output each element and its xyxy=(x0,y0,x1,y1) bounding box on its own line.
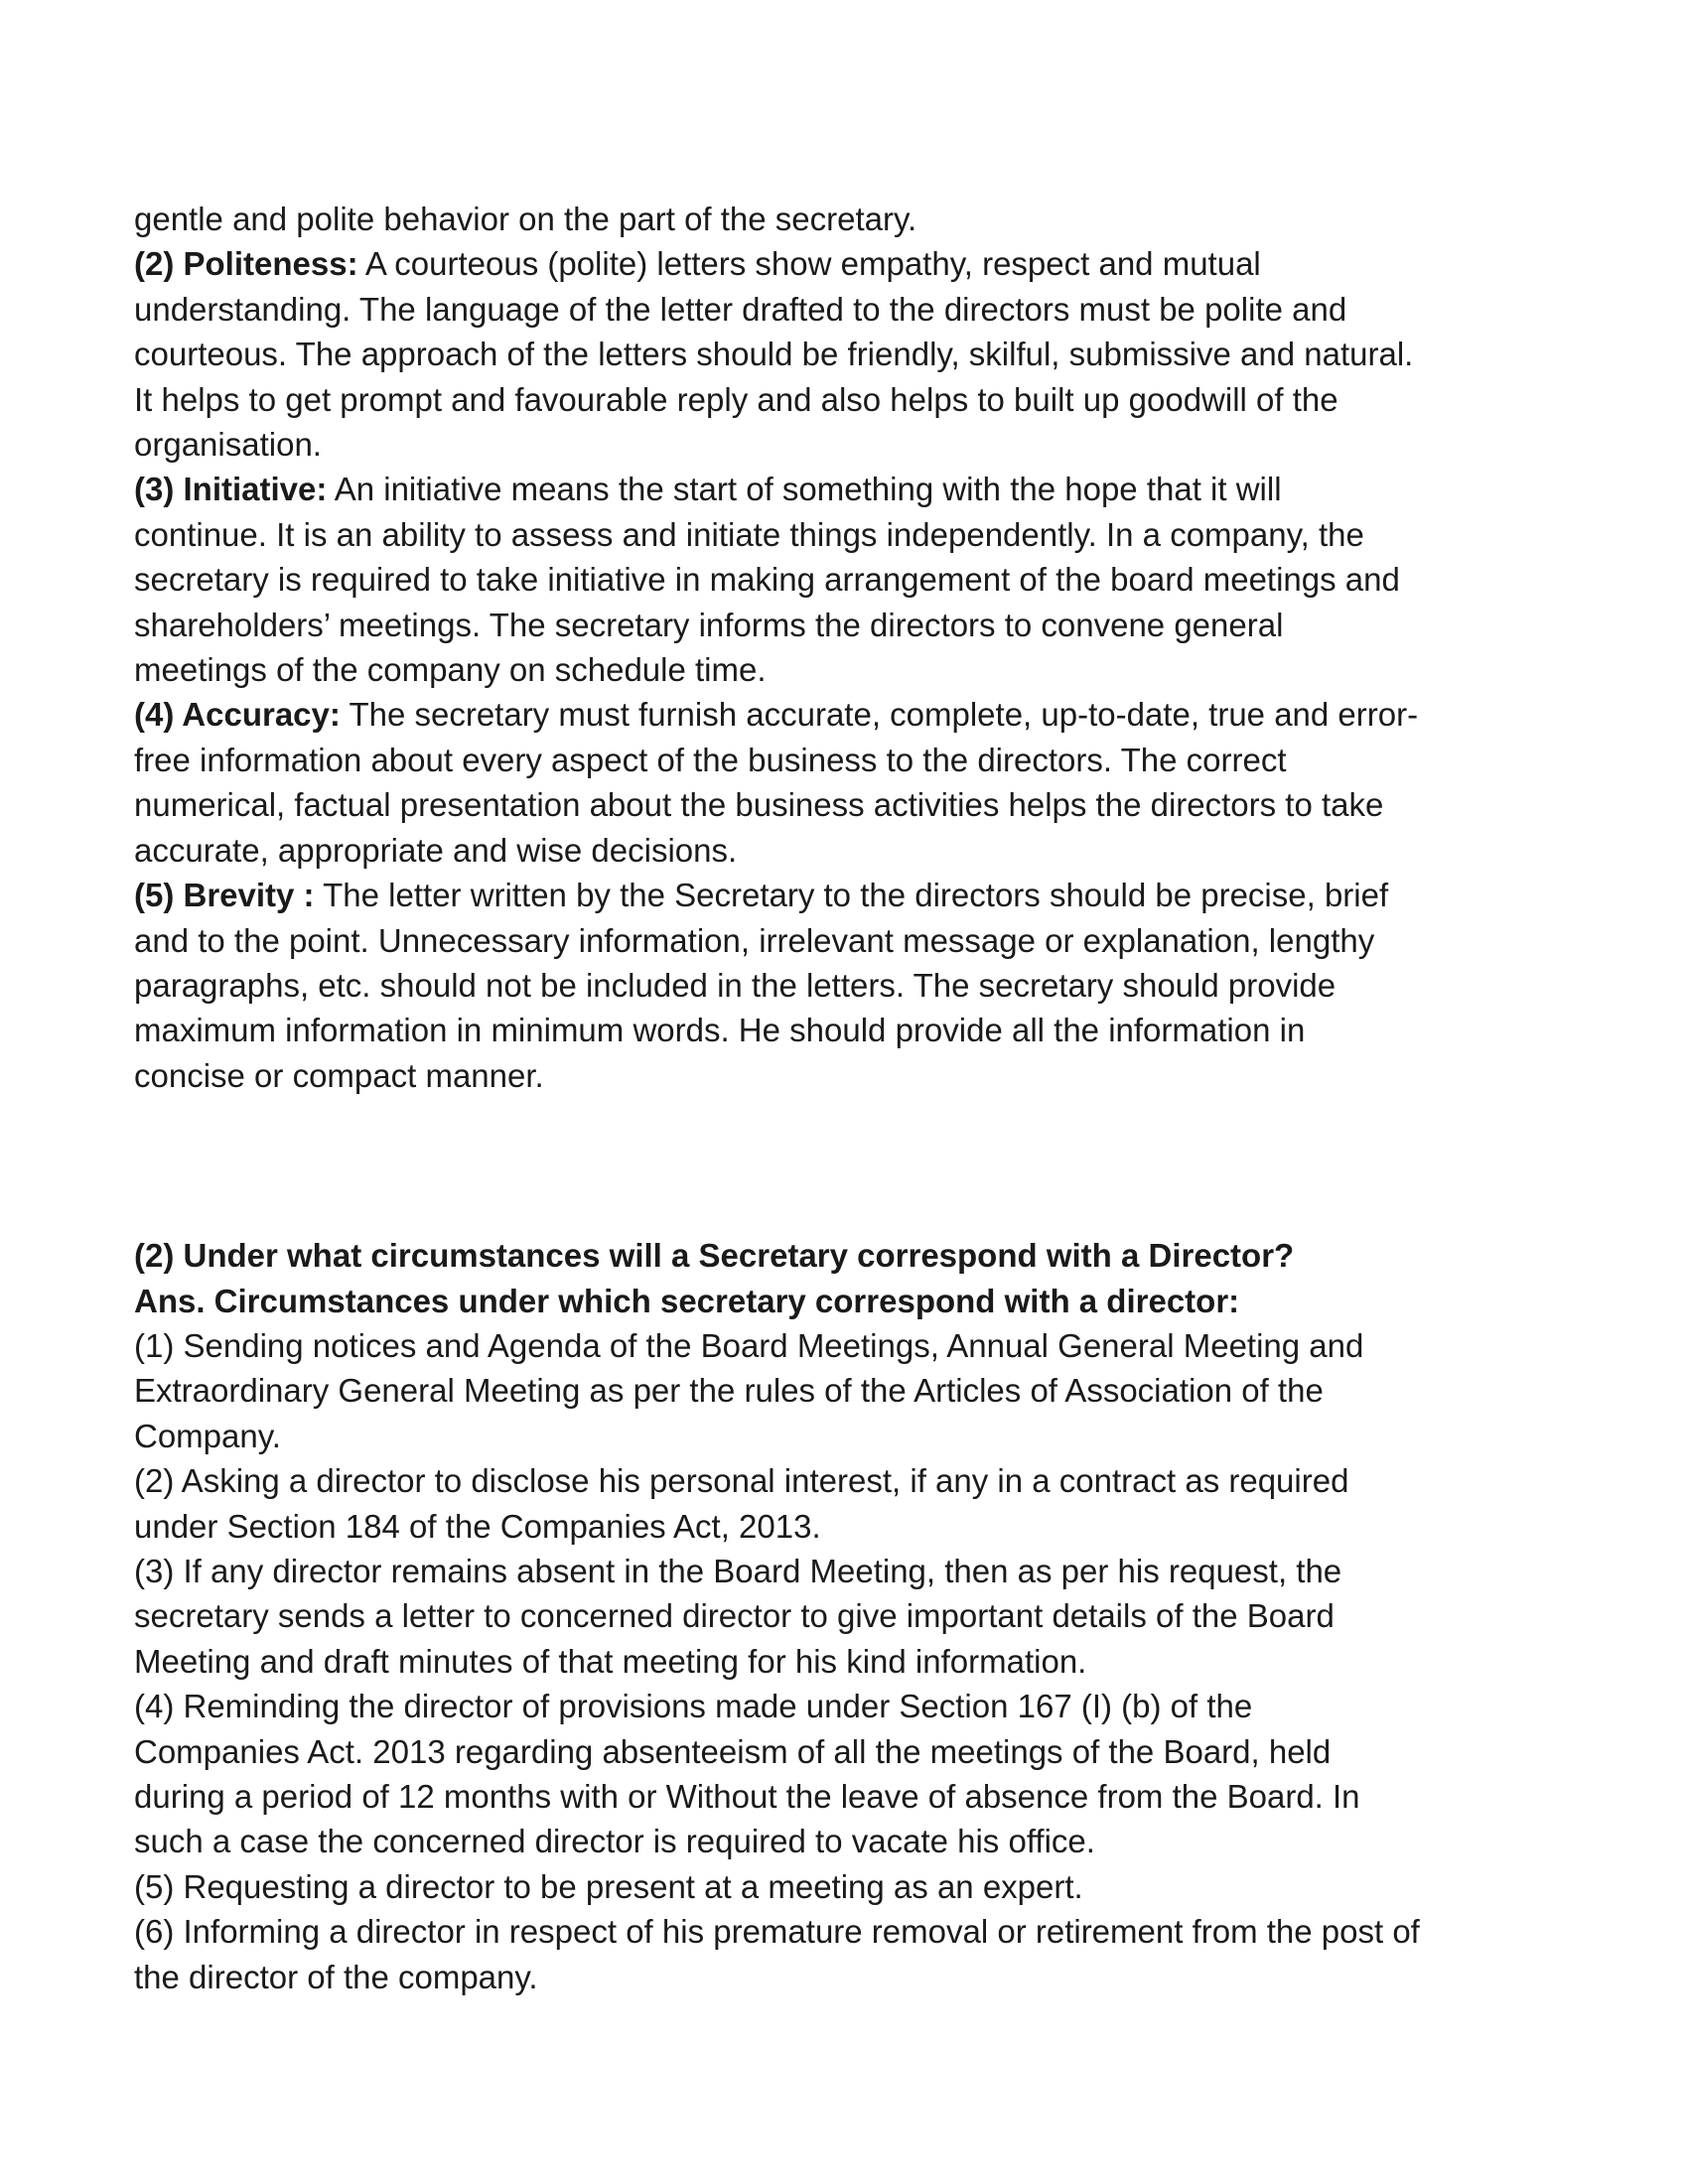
point-text: A courteous (polite) letters show empathy, respect and mutual xyxy=(357,245,1261,283)
point-heading: (4) Accuracy: xyxy=(134,696,341,734)
answer-text: (5) Requesting a director to be present at a meeting as an expert. xyxy=(134,1867,1083,1905)
point-text: concise or compact manner. xyxy=(134,1056,544,1094)
point-text: accurate, appropriate and wise decisions. xyxy=(134,831,738,869)
document-page xyxy=(134,197,1564,1999)
point-text: The secretary must furnish accurate, complete, up-to-date, true and error- xyxy=(340,696,1419,734)
answer-item-5 xyxy=(134,1864,1564,1909)
point-text: continue. It is an ability to assess and initiate things independently. In a company, the xyxy=(134,515,1364,553)
point-text: An initiative means the start of something with the hope that it will xyxy=(327,471,1282,508)
answer-text: Meeting and draft minutes of that meeting for his kind information. xyxy=(134,1642,1087,1680)
point-text: free information about every aspect of the business to the directors. The correct xyxy=(134,741,1287,778)
point-accuracy xyxy=(134,692,1564,873)
answer-text: Extraordinary General Meeting as per the rules of the Articles of Association of the xyxy=(134,1372,1324,1410)
answer-item-4 xyxy=(134,1684,1564,1864)
answer-text: (1) Sending notices and Agenda of the Board Meetings, Annual General Meeting and xyxy=(134,1326,1364,1364)
answer-text: (2) Asking a director to disclose his personal interest, if any in a contract as required xyxy=(134,1462,1349,1500)
intro-tail: gentle and polite behavior on the part of the secretary. xyxy=(134,201,917,237)
answer-item-6 xyxy=(134,1909,1564,1999)
answer-item-3 xyxy=(134,1549,1564,1684)
answer-text: (6) Informing a director in respect of his premature removal or retirement from the post of xyxy=(134,1913,1420,1951)
point-heading: (3) Initiative: xyxy=(134,471,328,508)
answer-text: (4) Reminding the director of provisions made under Section 167 (I) (b) of the xyxy=(134,1688,1253,1725)
point-brevity xyxy=(134,873,1564,1098)
answer-text: secretary sends a letter to concerned director to give important details of the Board xyxy=(134,1597,1335,1635)
point-text: numerical, factual presentation about the business activities helps the directors to take xyxy=(134,786,1384,824)
point-heading: (5) Brevity : xyxy=(134,877,315,914)
point-text: courteous. The approach of the letters should be friendly, skilful, submissive and natural. xyxy=(134,336,1414,373)
answer-text: during a period of 12 months with or Without the leave of absence from the Board. In xyxy=(134,1778,1360,1815)
answer-text: Companies Act. 2013 regarding absenteeism of all the meetings of the Board, held xyxy=(134,1732,1332,1770)
point-text: and to the point. Unnecessary information, irrelevant message or explanation, lengthy xyxy=(134,921,1375,959)
answer-item-1 xyxy=(134,1323,1564,1458)
point-heading: (2) Politeness: xyxy=(134,245,358,283)
answer-text: under Section 184 of the Companies Act, 2013. xyxy=(134,1507,821,1545)
section-gap xyxy=(134,1098,1564,1233)
point-initiative xyxy=(134,467,1564,692)
point-text: paragraphs, etc. should not be included in the letters. The secretary should provide xyxy=(134,966,1336,1004)
point-text: The letter written by the Secretary to the directors should be precise, brief xyxy=(314,877,1389,914)
point-text: It helps to get prompt and favourable reply and also helps to built up goodwill of the xyxy=(134,380,1338,418)
answer-text: Company. xyxy=(134,1417,281,1454)
point-text: understanding. The language of the letter drafted to the directors must be polite and xyxy=(134,290,1347,328)
answer-item-2 xyxy=(134,1458,1564,1549)
answer-text: (3) If any director remains absent in the Board Meeting, then as per his request, the xyxy=(134,1552,1342,1589)
point-text: secretary is required to take initiative in making arrangement of the board meetings and xyxy=(134,561,1400,599)
question-heading: (2) Under what circumstances will a Secretary correspond with a Director? xyxy=(134,1237,1295,1275)
point-politeness xyxy=(134,241,1564,467)
point-text: shareholders’ meetings. The secretary informs the directors to convene general xyxy=(134,606,1284,643)
answer-text: such a case the concerned director is required to vacate his office. xyxy=(134,1823,1095,1860)
answer-heading: Ans. Circumstances under which secretary correspond with a director: xyxy=(134,1282,1240,1319)
answer-text: the director of the company. xyxy=(134,1958,538,1995)
point-text: organisation. xyxy=(134,426,322,464)
point-text: maximum information in minimum words. He should provide all the information in xyxy=(134,1012,1306,1049)
point-text: meetings of the company on schedule time. xyxy=(134,651,767,689)
